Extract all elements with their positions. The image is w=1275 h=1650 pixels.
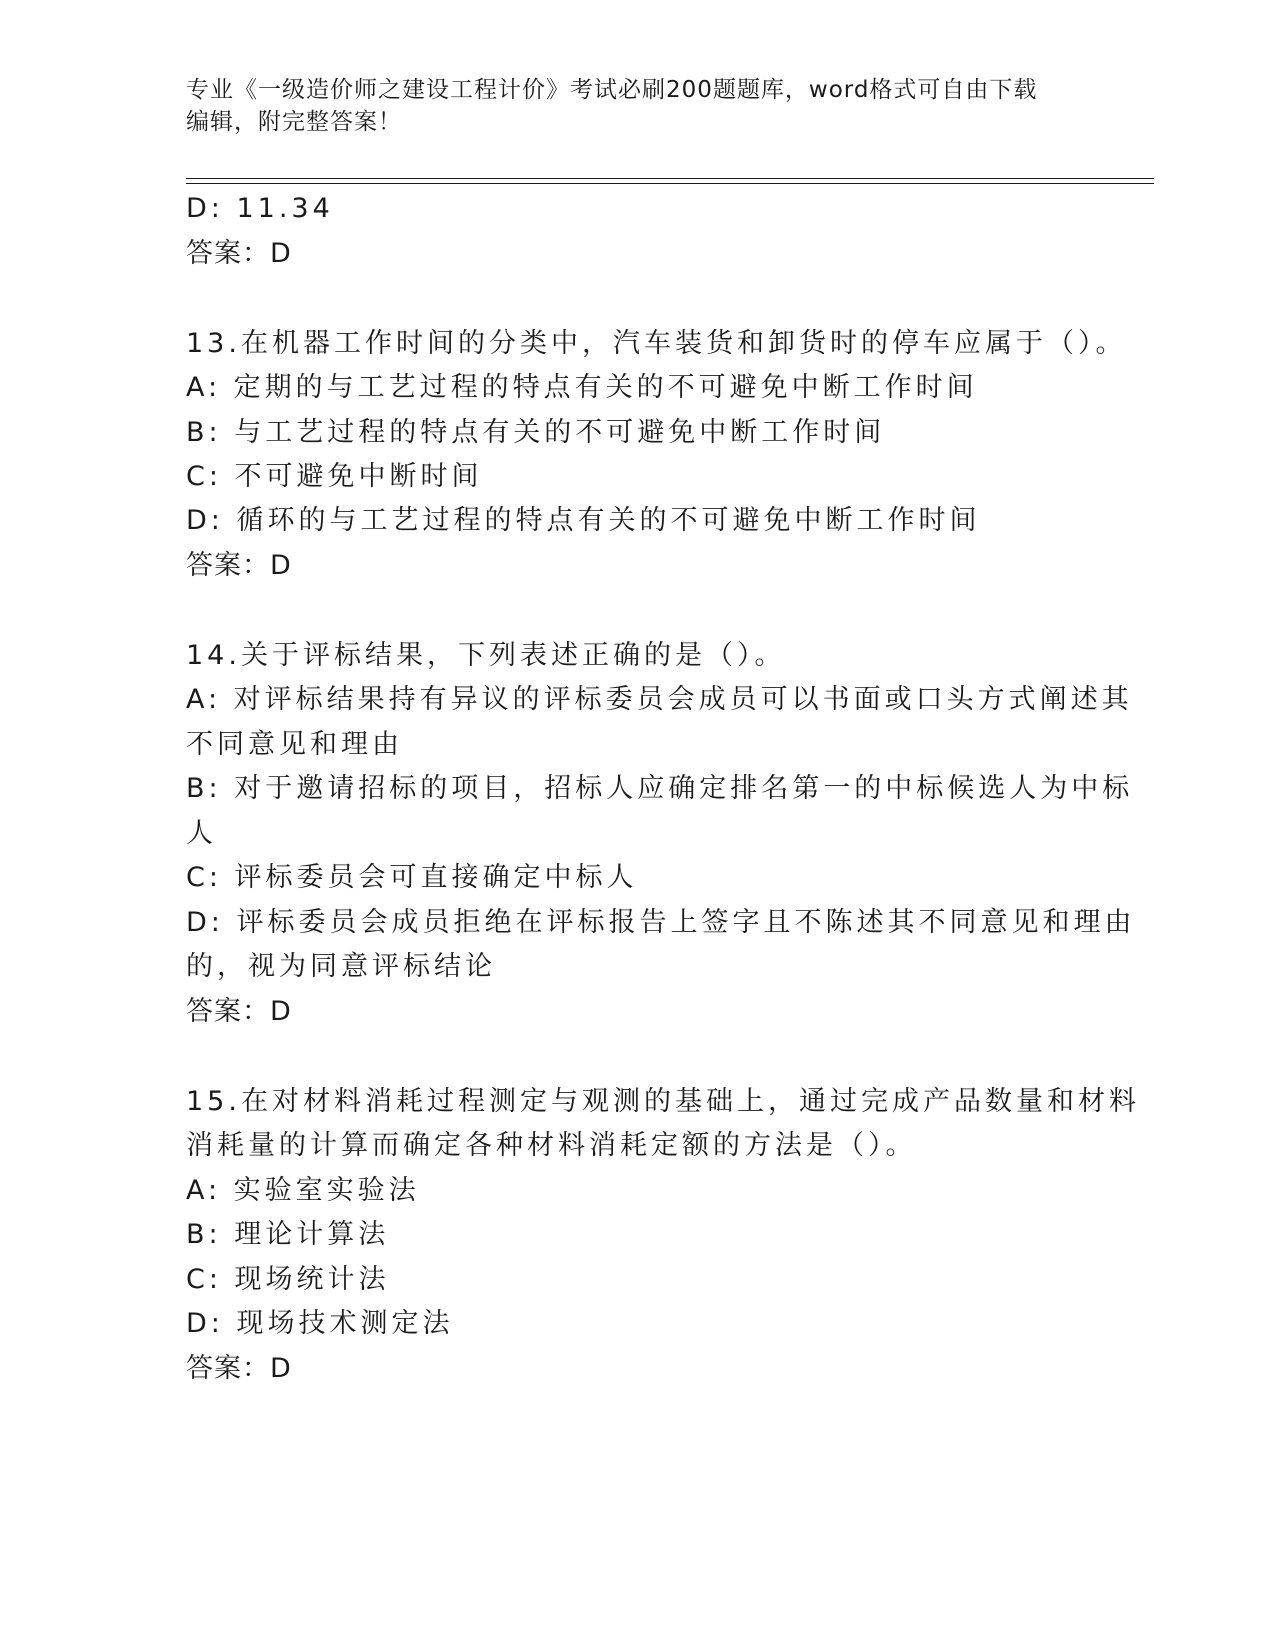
answer: 答案：D — [186, 550, 292, 581]
option-d: D: 循环的与工艺过程的特点有关的不可避免中断工作时间 — [186, 505, 981, 536]
option-a-continued: 不同意见和理由 — [186, 729, 403, 760]
option-a: A: 实验室实验法 — [186, 1175, 420, 1206]
header-rule-top — [186, 178, 1154, 179]
document-header — [186, 74, 1086, 138]
option-b-continued: 人 — [186, 818, 217, 849]
question-stem: 13.在机器工作时间的分类中，汽车装货和卸货时的停车应属于（）。 — [186, 328, 1127, 359]
option-b: B: 理论计算法 — [186, 1219, 390, 1250]
option-c: C: 评标委员会可直接确定中标人 — [186, 862, 638, 893]
question-stem: 14.关于评标结果，下列表述正确的是（）。 — [186, 640, 786, 671]
prev-option-d: D: 11.34 — [186, 193, 334, 224]
header-line-1: 专业《一级造价师之建设工程计价》考试必刷200题题库，word格式可自由下载 — [186, 77, 1038, 103]
answer: 答案：D — [186, 996, 292, 1027]
prev-answer: 答案：D — [186, 238, 292, 269]
answer: 答案：D — [186, 1353, 292, 1384]
option-d: D: 评标委员会成员拒绝在评标报告上签字且不陈述其不同意见和理由 — [186, 907, 1136, 938]
option-c: C: 现场统计法 — [186, 1264, 390, 1295]
question-stem: 15.在对材料消耗过程测定与观测的基础上，通过完成产品数量和材料 — [186, 1086, 1140, 1117]
option-d: D: 现场技术测定法 — [186, 1308, 454, 1339]
option-b: B: 对于邀请招标的项目，招标人应确定排名第一的中标候选人为中标 — [186, 773, 1134, 804]
question-stem-continued: 消耗量的计算而确定各种材料消耗定额的方法是（）。 — [186, 1130, 917, 1161]
header-line-2: 编辑，附完整答案！ — [186, 109, 402, 135]
header-rule-bottom — [186, 183, 1154, 184]
option-c: C: 不可避免中断时间 — [186, 461, 483, 492]
option-d-continued: 的，视为同意评标结论 — [186, 951, 496, 982]
option-a: A: 定期的与工艺过程的特点有关的不可避免中断工作时间 — [186, 372, 978, 403]
option-a: A: 对评标结果持有异议的评标委员会成员可以书面或口头方式阐述其 — [186, 684, 1133, 715]
option-b: B: 与工艺过程的特点有关的不可避免中断工作时间 — [186, 417, 886, 448]
